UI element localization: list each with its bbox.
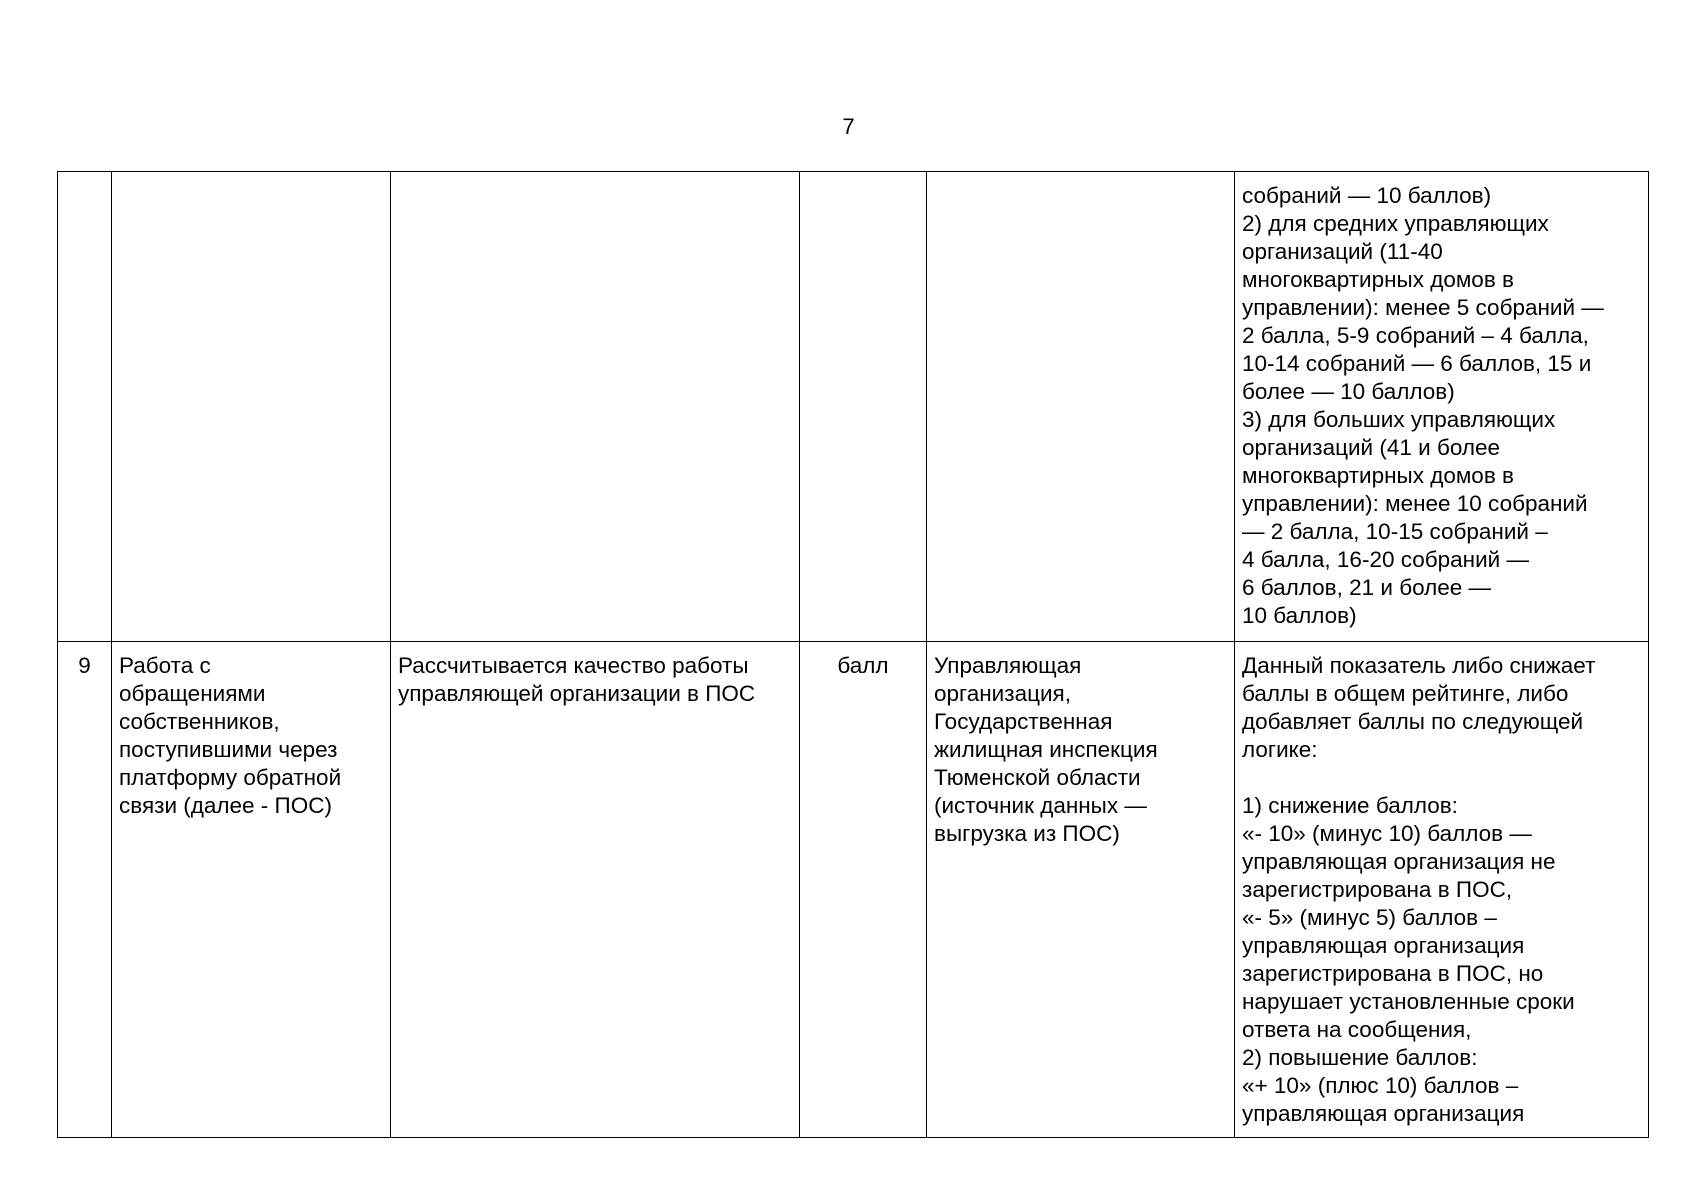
text-line: организация, <box>934 681 1071 706</box>
row-number-cell: 9 <box>58 642 112 1138</box>
text-line: более — 10 баллов) <box>1242 379 1455 404</box>
text-line: управлении): менее 10 собраний <box>1242 491 1588 516</box>
text-line: организаций (11-40 <box>1242 239 1443 264</box>
table-row <box>58 172 1649 642</box>
text-line: выгрузка из ПОС) <box>934 821 1120 846</box>
text-line: Государственная <box>934 709 1113 734</box>
text-line: 2) повышение баллов: <box>1242 1045 1478 1070</box>
text-line: 2 балла, 5-9 собраний – 4 балла, <box>1242 323 1589 348</box>
unit-cell: балл <box>800 642 927 1138</box>
text-line: поступившими через <box>119 737 338 762</box>
text-line: многоквартирных домов в <box>1242 463 1514 488</box>
text-line: 6 баллов, 21 и более — <box>1242 575 1492 600</box>
text-line: Управляющая <box>934 653 1082 678</box>
unit-cell <box>800 172 927 642</box>
text-line: многоквартирных домов в <box>1242 267 1514 292</box>
text-line: добавляет баллы по следующей <box>1242 709 1584 734</box>
indicator-name-cell <box>112 172 391 642</box>
page-number: 7 <box>842 114 855 139</box>
text-line: управлении): менее 5 собраний — <box>1242 295 1604 320</box>
text-line: собственников, <box>119 709 280 734</box>
calculation-method-cell <box>391 172 800 642</box>
text-line: «- 5» (минус 5) баллов – <box>1242 905 1497 930</box>
scoring-cell <box>1235 642 1649 1138</box>
text-line <box>1242 764 1641 792</box>
text-line: 10-14 собраний — 6 баллов, 15 и <box>1242 351 1592 376</box>
text-line: «+ 10» (плюс 10) баллов – <box>1242 1073 1519 1098</box>
data-source-cell <box>927 172 1235 642</box>
text-line: управляющая организация <box>1242 933 1525 958</box>
criteria-table <box>57 171 1649 1138</box>
text-line: 3) для больших управляющих <box>1242 407 1556 432</box>
text-line: зарегистрирована в ПОС, но <box>1242 961 1544 986</box>
text-line: нарушает установленные сроки <box>1242 989 1575 1014</box>
text-line: организаций (41 и более <box>1242 435 1501 460</box>
text-line: 1) снижение баллов: <box>1242 793 1458 818</box>
text-line: — 2 балла, 10-15 собраний – <box>1242 519 1548 544</box>
text-line: Данный показатель либо снижает <box>1242 653 1596 678</box>
scoring-cell <box>1235 172 1649 642</box>
calculation-method-cell <box>391 642 800 1138</box>
text-line: баллы в общем рейтинге, либо <box>1242 681 1569 706</box>
text-line: (источник данных — <box>934 793 1147 818</box>
text-line: «- 10» (минус 10) баллов — <box>1242 821 1532 846</box>
text-line: платформу обратной <box>119 765 342 790</box>
data-source-cell <box>927 642 1235 1138</box>
text-line: Работа с <box>119 653 211 678</box>
text-line: зарегистрирована в ПОС, <box>1242 877 1513 902</box>
text-line: обращениями <box>119 681 266 706</box>
text-line: 2) для средних управляющих <box>1242 211 1549 236</box>
row-number-cell <box>58 172 112 642</box>
text-line: Тюменской области <box>934 765 1141 790</box>
text-line: управляющей организации в ПОС <box>398 681 756 706</box>
text-line: ответа на сообщения, <box>1242 1017 1472 1042</box>
text-line: собраний — 10 баллов) <box>1242 183 1492 208</box>
text-line: логике: <box>1242 737 1318 762</box>
text-line: управляющая организация не <box>1242 849 1556 874</box>
text-line: 4 балла, 16-20 собраний — <box>1242 547 1529 572</box>
indicator-name-cell <box>112 642 391 1138</box>
table-row <box>58 642 1649 1138</box>
text-line: связи (далее - ПОС) <box>119 793 332 818</box>
text-line: 10 баллов) <box>1242 603 1357 628</box>
text-line: жилищная инспекция <box>934 737 1158 762</box>
text-line: управляющая организация <box>1242 1101 1525 1126</box>
text-line: Рассчитывается качество работы <box>398 653 749 678</box>
